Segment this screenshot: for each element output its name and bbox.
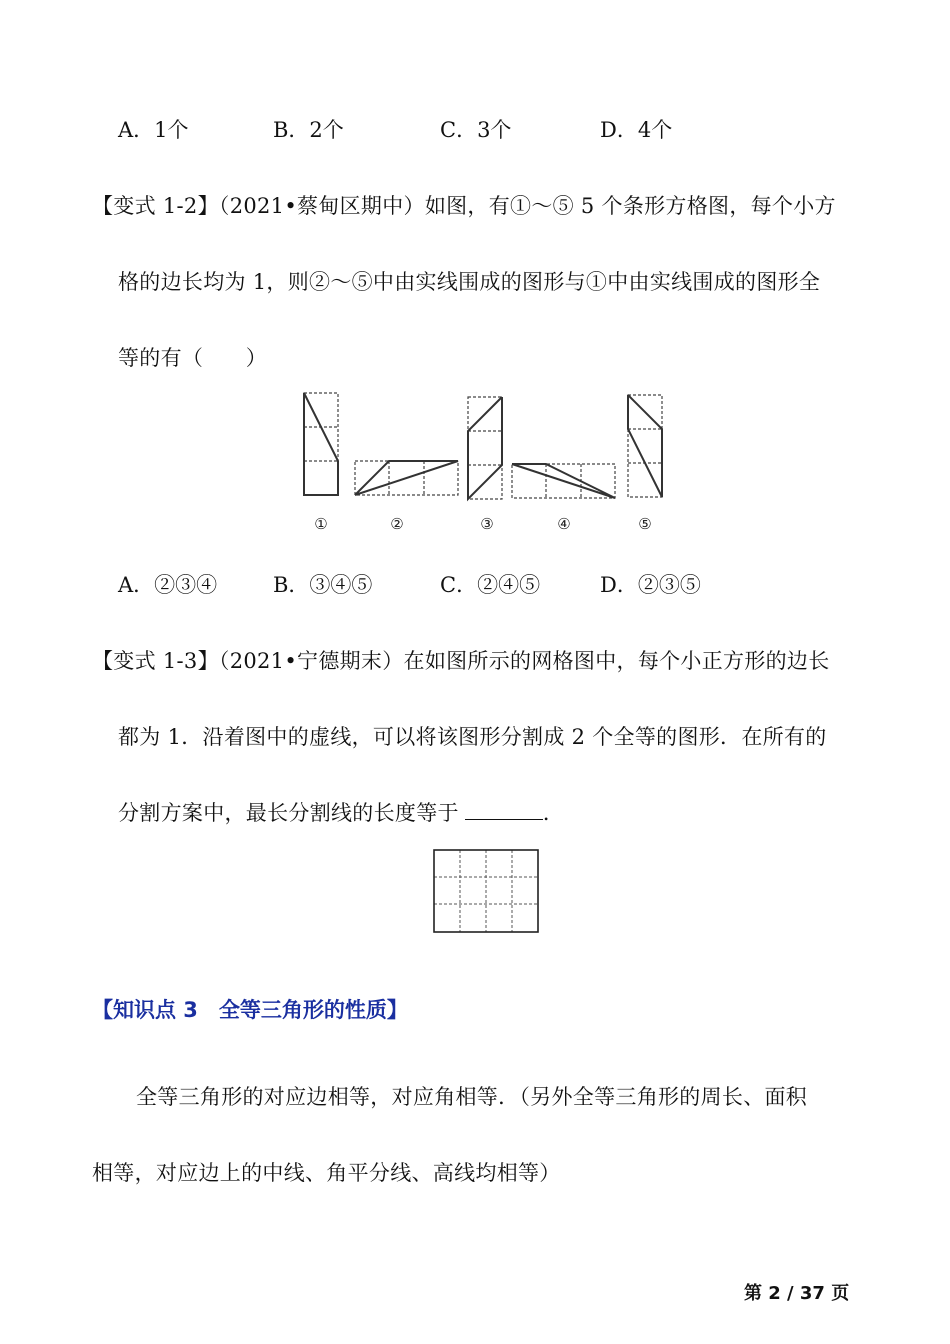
question-text-line: 都为 1．沿着图中的虚线，可以将该图形分割成 2 个全等的图形．在所有的 <box>118 725 827 749</box>
grid-figure <box>432 848 542 934</box>
figure-label: ① <box>314 515 328 533</box>
question-text-line: 【变式 1-3】（2021•宁德期末）在如图所示的网格图中，每个小正方形的边长 <box>92 649 830 673</box>
period: ． <box>542 801 565 825</box>
figure-label: ④ <box>557 515 571 533</box>
option-c: C．3个 <box>440 118 512 142</box>
page-number: 第 2 / 37 页 <box>744 1283 850 1304</box>
figure-label: ③ <box>480 515 494 533</box>
option-a: A．②③④ <box>118 573 218 597</box>
question-text: 分割方案中，最长分割线的长度等于 <box>118 801 459 825</box>
question-text-line: 格的边长均为 1，则②～⑤中由实线围成的图形与①中由实线围成的图形全 <box>118 270 821 294</box>
option-a: A．1个 <box>118 118 189 142</box>
answer-blank[interactable] <box>465 799 543 820</box>
option-d: D．②③⑤ <box>600 573 701 597</box>
option-d: D．4个 <box>600 118 673 142</box>
question-text-line <box>118 797 564 827</box>
section-heading: 【知识点 3 全等三角形的性质】 <box>92 998 408 1022</box>
option-b: B．③④⑤ <box>273 573 373 597</box>
paragraph-line: 相等，对应边上的中线、角平分线、高线均相等） <box>92 1161 561 1185</box>
option-c: C．②④⑤ <box>440 573 541 597</box>
question-text-line: 【变式 1-2】（2021•蔡甸区期中）如图，有①～⑤ 5 个条形方格图，每个小方 <box>92 194 836 218</box>
option-b: B．2个 <box>273 118 344 142</box>
figure-label: ⑤ <box>638 515 652 533</box>
paragraph-line: 全等三角形的对应边相等，对应角相等．（另外全等三角形的周长、面积 <box>136 1085 808 1109</box>
question-text-line: 等的有（ ） <box>118 346 268 370</box>
figure-label: ② <box>390 515 404 533</box>
strip-grid-figure <box>0 388 950 538</box>
